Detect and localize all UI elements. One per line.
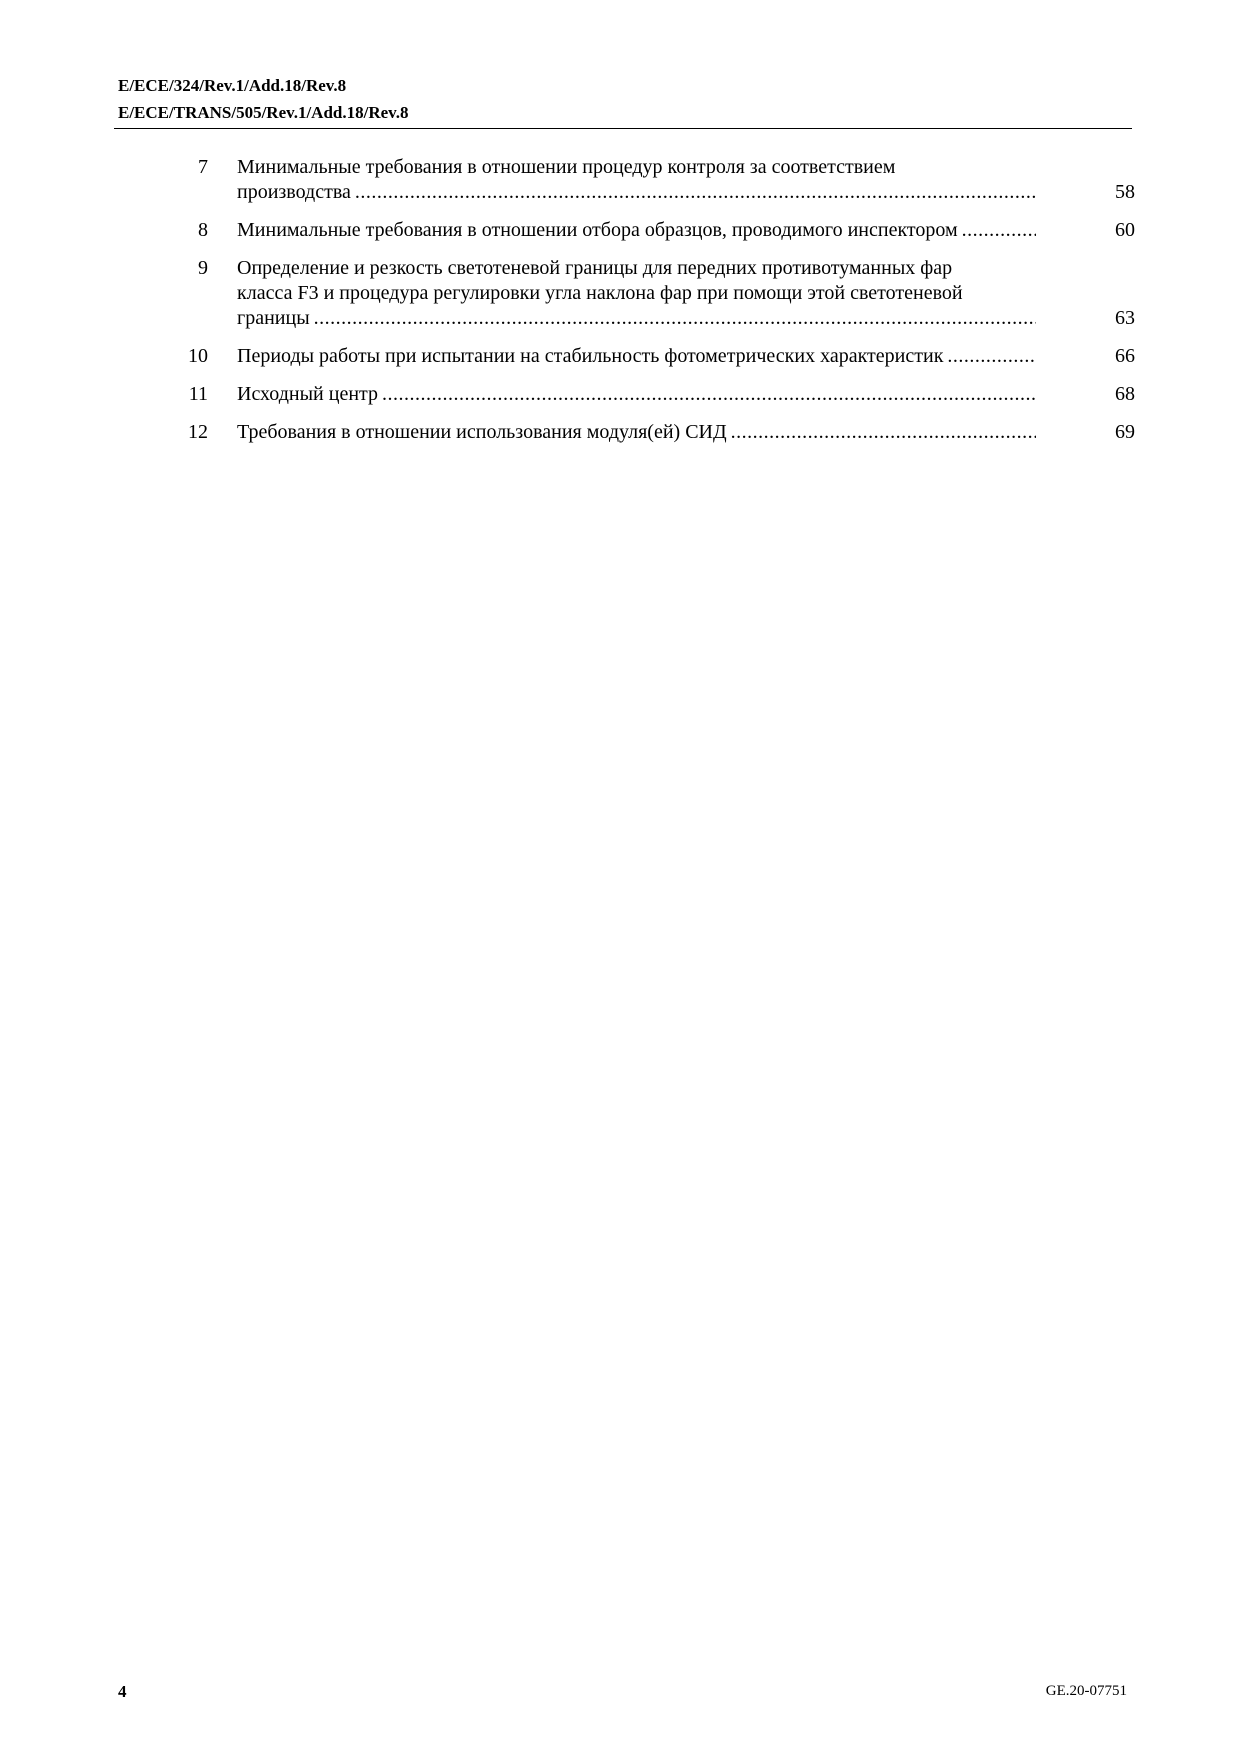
toc-entry [160, 256, 1135, 331]
toc-entry [160, 382, 1135, 407]
toc-entry-title [237, 344, 1036, 369]
dot-leader [382, 382, 1036, 407]
dot-leader [947, 344, 1036, 369]
toc-entry-page: 58 [1115, 181, 1135, 203]
table-of-contents [160, 155, 1135, 458]
toc-entry [160, 218, 1135, 243]
toc-entry-title-line: Минимальные требования в отношении отбора образцов, проводимого инспектором [237, 219, 958, 241]
toc-entry-title [237, 256, 1036, 331]
toc-entry-number: 10 [188, 345, 208, 367]
document-symbol-line-2: E/ECE/TRANS/505/Rev.1/Add.18/Rev.8 [118, 103, 409, 122]
toc-entry-number: 12 [188, 421, 208, 443]
dot-leader [962, 218, 1036, 243]
toc-entry [160, 344, 1135, 369]
toc-entry-title [237, 420, 1036, 445]
toc-entry-title-line: производства [237, 181, 351, 203]
toc-entry-title [237, 382, 1036, 407]
dot-leader [731, 420, 1036, 445]
toc-entry-page: 68 [1115, 383, 1135, 405]
toc-entry-page: 63 [1115, 307, 1135, 329]
toc-entry-title-line: Минимальные требования в отношении процедур контроля за соответствием [237, 156, 896, 178]
dot-leader [355, 180, 1036, 205]
dot-leader [314, 306, 1036, 331]
page-number: 4 [118, 1682, 127, 1701]
toc-entry-title-line: Периоды работы при испытании на стабильность фотометрических характеристик [237, 345, 944, 367]
job-number: GE.20-07751 [1045, 1683, 1127, 1699]
toc-entry-page: 66 [1115, 345, 1135, 367]
toc-entry-number: 11 [188, 383, 208, 405]
toc-entry-title-line: Требования в отношении использования модуля(ей) СИД [237, 421, 727, 443]
toc-entry-title-line: Исходный центр [237, 383, 379, 405]
toc-entry-title [237, 155, 1036, 205]
toc-entry-number: 9 [198, 257, 208, 279]
document-symbol-header [118, 72, 1128, 126]
toc-entry-page: 69 [1115, 421, 1135, 443]
toc-entry-title-line: границы [237, 307, 310, 329]
toc-entry-number: 8 [198, 219, 208, 241]
toc-entry-title [237, 218, 1036, 243]
header-divider [114, 128, 1132, 129]
toc-entry-title-line: Определение и резкость светотеневой границы для передних противотуманных фар [237, 257, 953, 279]
toc-entry [160, 155, 1135, 205]
toc-entry-number: 7 [198, 156, 208, 178]
toc-entry [160, 420, 1135, 445]
toc-entry-title-line: класса F3 и процедура регулировки угла наклона фар при помощи этой светотеневой [237, 282, 963, 304]
document-symbol-line-1: E/ECE/324/Rev.1/Add.18/Rev.8 [118, 76, 347, 95]
toc-entry-page: 60 [1115, 219, 1135, 241]
